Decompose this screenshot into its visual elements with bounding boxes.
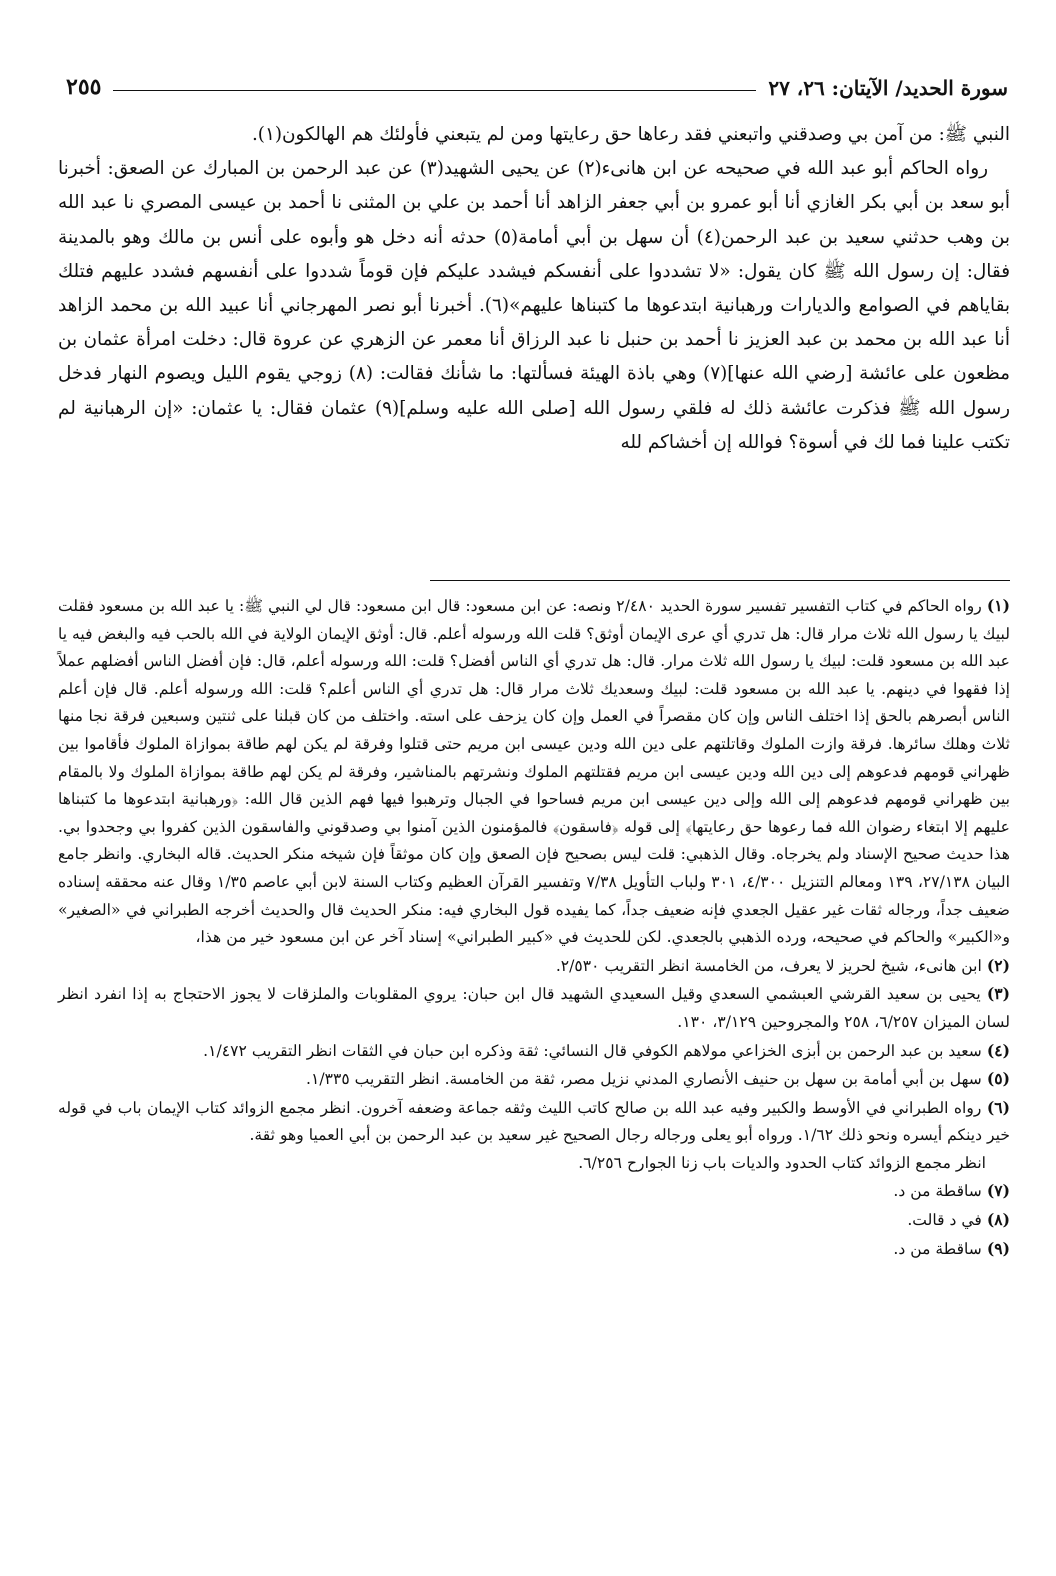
footnotes [58, 592, 1010, 1263]
footnote-text: في د قالت. [907, 1211, 982, 1230]
footnote-number: (٤) [986, 1040, 1010, 1060]
footnote-text: رواه الحاكم في كتاب التفسير تفسير سورة الحديد ٢/٤٨٠ ونصه: عن ابن مسعود: قال ابن مسعود: قال لي النبي ﷺ: يا عبد الله بن مسعود فقلت لبيك يا رسول الله ثلاث مرار قال: هل تدري أي عرى الإيمان أوثق؟ قلت الله ورسوله أعلم. قال: أوثق الإيمان الولاية في الله بالحب فيه والبغض فيه يا عبد الله بن مسعود قلت: لبيك يا رسول الله ثلاث مرار. قال: هل تدري أي الناس أفضل؟ قلت: الله ورسوله أعلم، قال: فإن أفضل الناس أفضلهم عملاً إذا فقهوا في دينهم. يا عبد الله بن مسعود قلت: لبيك وسعديك ثلاث مرار قال: هل تدري أي الناس أعلم؟ قلت: الله ورسوله أعلم. قال فإن أعلم الناس أبصرهم بالحق إذا اختلف الناس وإن كان مقصراً في العمل وإن كان يزحف على استه. واختلف من كان قبلنا على ثنتين وسبعين فرقة نجا منها ثلاث وهلك سائرها. فرقة وازت الملوك وقاتلتهم على دين الله ودين عيسى ابن مريم حتى قتلوا وفرقة لم يكن لهم طاقة بموازاة الملوك فأقاموا بين ظهراني قومهم فدعوهم إلى دين الله ودين عيسى ابن مريم فقتلتهم الملوك ونشرتهم بالمناشير، وفرقة لم يكن لهم طاقة بموازاة الملوك ولا بالمقام بين ظهراني قومهم فدعوهم إلى الله وإلى دين عيسى ابن مريم فساحوا في الجبال وترهبوا فيها فهم الذين قال الله: ﴿ورهبانية ابتدعوها ما كتبناها عليهم إلا ابتغاء رضوان الله فما رعوها حق رعايتها﴾ إلى قوله ﴿فاسقون﴾ فالمؤمنون الذين آمنوا بي وصدقوني والفاسقون الذين كفروا بي وجحدوا بي. هذا حديث صحيح الإسناد ولم يخرجاه. وقال الذهبي: قلت ليس بصحيح فإن الصعق وإن كان موثقاً فإن شيخه منكر الحديث. قاله البخاري. وانظر جامع البيان ٢٧/١٣٨، ١٣٩ ومعالم التنزيل ٤/٣٠٠، ٣٠١ ولباب التأويل ٧/٣٨ وتفسير القرآن العظيم وكتاب السنة لابن أبي عاصم ١/٣٥ وقال عنه محققه إسناده ضعيف جداً، ورجاله ثقات غير عقيل الجعدي فإنه ضعيف جداً، كما يفيده قول البخاري فيه: منكر الحديث قال والحديث أخرجه الطبراني في «الصغير» و«الكبير» والحاكم في صحيحه، ورده الذهبي بالجعدي. لكن للحديث في «كبير الطبراني» إسناد آخر عن ابن مسعود خير من هذا، [58, 597, 1010, 947]
footnote-5 [58, 1065, 1010, 1094]
footnote-9 [58, 1235, 1010, 1264]
footnote-2 [58, 952, 1010, 981]
main-text [58, 118, 1010, 460]
footnote-number: (٨) [986, 1210, 1010, 1230]
footnote-7 [58, 1177, 1010, 1206]
body-paragraph-1: النبي ﷺ: من آمن بي وصدقني واتبعني فقد رعاها حق رعايتها ومن لم يتبعني فأولئك هم الهالكون(١). [251, 124, 1010, 145]
page-number: ٢٥٥ [66, 74, 102, 100]
header-title: سورة الحديد/ الآيتان: ٢٦، ٢٧ [768, 76, 1008, 100]
footnote-number: (٣) [986, 984, 1010, 1004]
footnote-separator [430, 580, 1010, 581]
footnote-number: (٥) [986, 1069, 1010, 1089]
body-paragraph-2: رواه الحاكم أبو عبد الله في صحيحه عن ابن هانىء(٢) عن يحيى الشهيد(٣) عن عبد الرحمن بن المبارك عن الصعق: أخبرنا أبو سعد بن أبي بكر الغازي أنا أبو عمرو بن أبي جعفر الزاهد أنا أحمد بن علي بن المثنى نا أحمد بن عيسى المصري نا عبد الله بن وهب حدثني سعيد بن عبد الرحمن(٤) أن سهل بن أبي أمامة(٥) حدثه أنه دخل هو وأبوه على أنس بن مالك وهو بالمدينة فقال: إن رسول الله ﷺ كان يقول: «لا تشددوا على أنفسكم فيشدد عليكم فإن قوماً شددوا على أنفسهم فشدد عليهم فتلك بقاياهم في الصوامع والديارات ورهبانية ابتدعوها ما كتبناها عليهم»(٦). أخبرنا أبو نصر المهرجاني أنا عبيد الله بن محمد الزاهد أنا عبد الله بن محمد بن عبد العزيز نا أحمد بن حنبل نا عبد الرزاق أنا معمر عن الزهري عن عروة قال: دخلت امرأة عثمان بن مظعون على عائشة [رضي الله عنها](٧) وهي باذة الهيئة فسألتها: ما شأنك فقالت: (٨) زوجي يقوم الليل ويصوم النهار فدخل رسول الله ﷺ فذكرت عائشة ذلك له فلقي رسول الله [صلى الله عليه وسلم](٩) عثمان فقال: يا عثمان: «إن الرهبانية لم تكتب علينا فما لك في أسوة؟ فوالله إن أخشاكم لله [58, 158, 1011, 453]
footnote-number: (٦) [986, 1097, 1010, 1117]
footnote-4 [58, 1037, 1010, 1066]
header-rule [113, 90, 756, 91]
footnote-text: ساقطة من د. [893, 1182, 982, 1201]
footnote-8 [58, 1206, 1010, 1235]
footnote-number: (٧) [986, 1181, 1010, 1201]
footnote-text: يحيى بن سعيد القرشي العبشمي السعدي وقيل السعيدي الشهيد قال ابن حبان: يروي المقلوبات والملزقات لا يجوز الاحتجاج به إذا انفرد انظر لسان الميزان ٦/٢٥٧، ٢٥٨ والمجروحين ٣/١٢٩، ١٣٠. [58, 985, 1010, 1031]
footnote-3 [58, 980, 1010, 1036]
footnote-1 [58, 592, 1010, 952]
footnote-continuation: انظر مجمع الزوائد كتاب الحدود والديات باب زنا الجوارح ٦/٢٥٦. [578, 1153, 986, 1172]
footnote-number: (٢) [986, 955, 1010, 975]
footnote-text: سهل بن أبي أمامة بن سهل بن حنيف الأنصاري المدني نزيل مصر، ثقة من الخامسة. انظر التقريب ١/٣٣٥. [305, 1070, 982, 1089]
footnote-text: رواه الطبراني في الأوسط والكبير وفيه عبد الله بن صالح كاتب الليث وثقه جماعة وضعفه آخرون. انظر مجمع الزوائد كتاب الإيمان باب في قوله خير دينكم أيسره ونحو ذلك ١/٦٢. ورواه أبو يعلى ورجاله رجال الصحيح غير سعيد بن عبد الرحمن بن أبي العميا وهو ثقة. [58, 1098, 1010, 1145]
footnote-text: ساقطة من د. [893, 1239, 982, 1258]
footnote-text: ابن هانىء، شيخ لحريز لا يعرف، من الخامسة انظر التقريب ٢/٥٣٠. [555, 956, 982, 975]
running-header [66, 60, 1008, 100]
footnote-6 [58, 1094, 1010, 1178]
footnote-text: سعيد بن عبد الرحمن بن أبزى الخزاعي مولاهم الكوفي قال النسائي: ثقة وذكره ابن حبان في الثقات انظر التقريب ١/٤٧٢. [203, 1041, 982, 1060]
footnote-number: (١) [986, 596, 1010, 615]
footnote-number: (٩) [986, 1238, 1010, 1258]
